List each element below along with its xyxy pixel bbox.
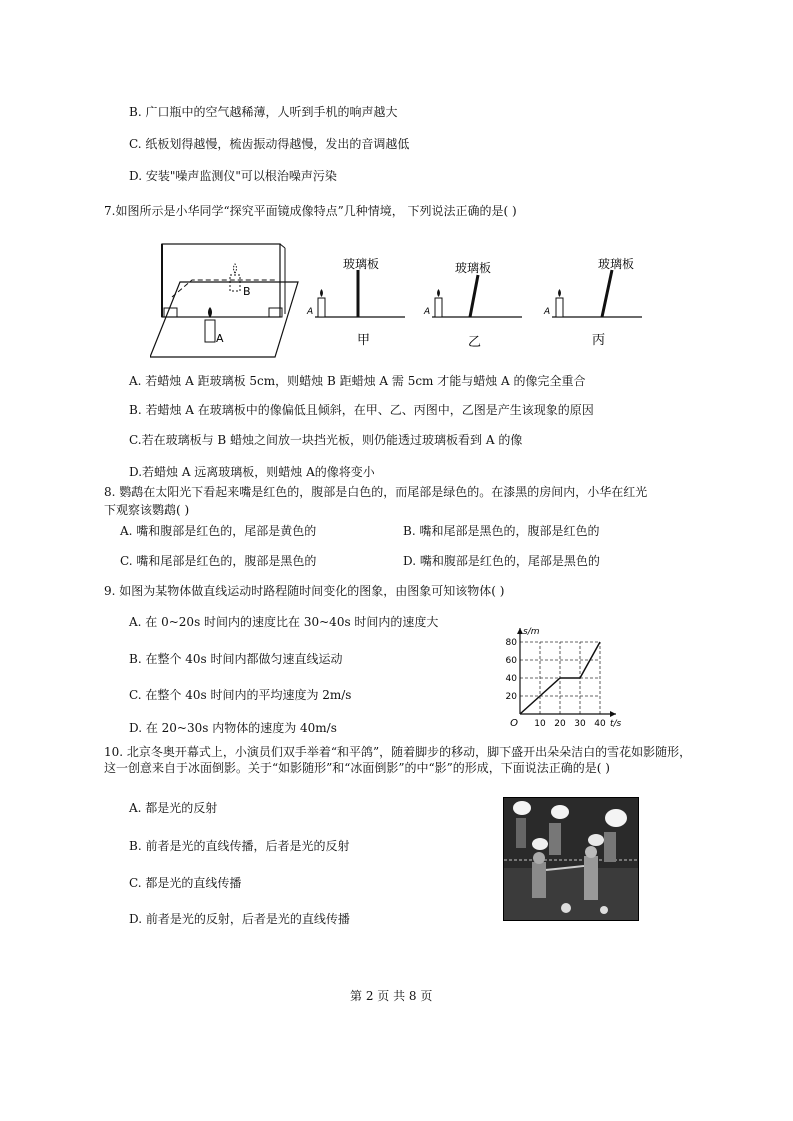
bing-label: 丙 [592,333,606,348]
q7-option-a: A. 若蜡烛 A 距玻璃板 5cm，则蜡烛 B 距蜡烛 A 需 5cm 才能与蜡烛 A 的像完全重合 [129,374,586,388]
q10-stem: 10. 北京冬奥开幕式上，小演员们双手举着“和平鸽”，随着脚步的移动，脚下盛开出朵朵洁白的雪花如影随形，这一创意来自于冰面倒影。关于“如影随形”和“冰面倒影”的中“影”的形成，下面说法正确的是( ) [104,745,692,775]
q7-diagram-yi [423,260,522,350]
x-axis-arrow [610,711,616,717]
bing-candle-label: A [544,307,551,317]
q8-option-d: D. 嘴和腹部是红色的，尾部是黑色的 [403,554,600,568]
jia-label: 甲 [357,333,371,348]
yi-candle-label: A [424,307,431,317]
x-tick-label-1: 20 [554,719,566,729]
q10-option-c: C. 都是光的直线传播 [129,876,242,890]
q6-option-b: B. 广口瓶中的空气越稀薄，人听到手机的响声越大 [129,105,398,119]
q7-figure [150,240,650,360]
x-tick-label-3: 40 [594,719,606,729]
q9-option-c: C. 在整个 40s 时间内的平均速度为 2m/s [129,688,352,702]
q7-setup-drawing [150,244,298,357]
fig-label-b: B [243,285,251,298]
x-axis-label: t/s [610,719,622,729]
fig-label-a: A [216,332,224,345]
y-tick-label-2: 60 [505,656,517,666]
q8-option-a: A. 嘴和腹部是红色的，尾部是黄色的 [120,524,317,538]
q7-option-d: D.若蜡烛 A 远离玻璃板，则蜡烛 A的像将变小 [129,465,375,479]
origin-label: O [510,718,518,729]
q8-option-c: C. 嘴和尾部是红色的，腹部是黑色的 [120,554,317,568]
q10-option-d: D. 前者是光的反射，后者是光的直线传播 [129,912,350,926]
y-tick-label-1: 40 [505,674,517,684]
q9-option-b: B. 在整个 40s 时间内都做匀速直线运动 [129,652,343,666]
s-t-graph [498,618,630,730]
page-footer: 第 2 页 共 8 页 [350,989,433,1003]
y-axis-label: s/m [523,627,540,637]
yi-label: 乙 [468,335,482,350]
q7-stem: 7.如图所示是小华同学“探究平面镜成像特点”几种情境， 下列说法正确的是( ) [104,204,517,218]
q9-option-a: A. 在 0~20s 时间内的速度比在 30~40s 时间内的速度大 [129,615,439,629]
q9-option-d: D. 在 20~30s 内物体的速度为 40m/s [129,721,337,735]
x-tick-label-2: 30 [574,719,586,729]
q7-option-b: B. 若蜡烛 A 在玻璃板中的像偏低且倾斜，在甲、乙、丙图中，乙图是产生该现象的原因 [129,403,594,417]
q10-option-a: A. 都是光的反射 [129,801,218,815]
q8-stem-line1: 8. 鹦鹉在太阳光下看起来嘴是红色的，腹部是白色的，而尾部是绿色的。在漆黑的房间内，小华在红光 [104,485,648,499]
y-tick-label-0: 20 [505,692,517,702]
q8-stem-line2: 下观察该鹦鹉( ) [104,503,190,517]
bing-glass-label: 玻璃板 [598,257,635,271]
q8-option-b: B. 嘴和尾部是黑色的，腹部是红色的 [403,524,600,538]
y-tick-label-3: 80 [505,638,517,648]
q7-option-c: C.若在玻璃板与 B 蜡烛之间放一块挡光板，则仍能透过玻璃板看到 A 的像 [129,433,523,447]
q6-option-d: D. 安装"噪声监测仪"可以根治噪声污染 [129,169,337,183]
q7-diagram-jia [306,256,405,348]
q9-stem: 9. 如图为某物体做直线运动时路程随时间变化的图象，由图象可知该物体( ) [104,584,505,598]
q6-option-c: C. 纸板划得越慢，梳齿振动得越慢，发出的音调越低 [129,137,410,151]
jia-glass-label: 玻璃板 [343,257,380,271]
q10-option-b: B. 前者是光的直线传播，后者是光的反射 [129,839,350,853]
x-tick-label-0: 10 [534,719,546,729]
olympics-photo [503,797,639,921]
yi-glass-label: 玻璃板 [455,261,492,275]
q7-diagram-bing [543,256,642,348]
jia-candle-label: A [307,307,314,317]
